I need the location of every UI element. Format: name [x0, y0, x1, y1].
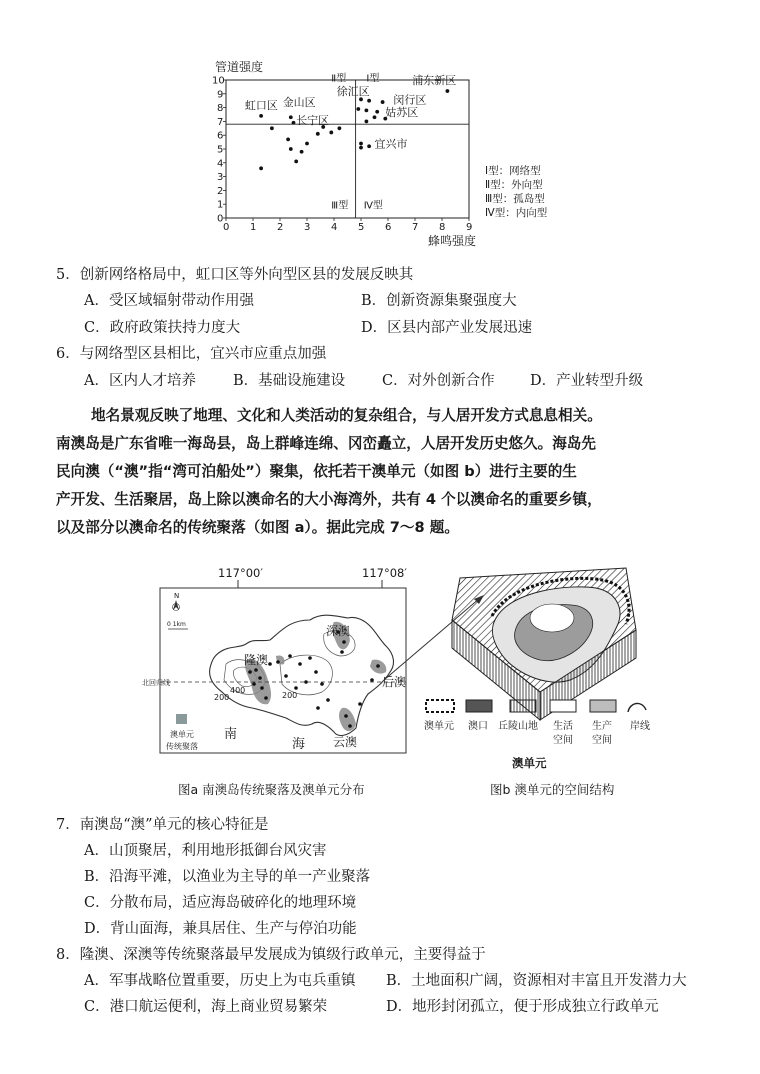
data-point	[289, 147, 293, 151]
legend-settlement-label: 传统聚落	[166, 742, 198, 751]
label-jinshan: 金山区	[282, 96, 316, 110]
passage-line-4: 产开发、生活聚居，岛上除以澳命名的大小海湾外，共有 4 个以澳命名的重要乡镇，	[56, 491, 602, 508]
contour-label-200: 200	[214, 693, 230, 702]
place-houzhai: 后澳	[382, 675, 407, 689]
legend-living-label-2: 空间	[553, 735, 573, 746]
q6-option-a: A．区内人才培养	[84, 373, 196, 389]
quadrant-label-2: Ⅱ型	[331, 73, 347, 85]
svg-text:N: N	[174, 592, 180, 600]
data-point	[292, 121, 296, 125]
x-tick-label: 0	[223, 222, 230, 233]
q7-option-b: B．沿海平滩，以渔业为主导的单一产业聚落	[84, 869, 371, 885]
quadrant-label-1: Ⅰ型	[366, 73, 380, 85]
contour-label-200b: 200	[282, 691, 298, 700]
q6-option-b: B．基础设施建设	[233, 373, 346, 389]
q7-option-a: A．山顶聚居，利用地形抵御台风灾害	[84, 843, 327, 859]
data-point	[365, 108, 369, 112]
y-tick-label: 8	[217, 103, 224, 115]
legend-coastline-label: 岸线	[630, 721, 650, 732]
data-point	[316, 132, 320, 136]
q5-option-d: D．区县内部产业发展迅速	[361, 320, 533, 336]
living-space	[530, 604, 574, 632]
data-point	[259, 114, 263, 118]
q8-stem: 8．隆澳、深澳等传统聚落最早发展成为镇级行政单元，主要得益于	[56, 947, 486, 963]
island-outline	[210, 615, 394, 735]
x-tick-label: 2	[277, 222, 284, 233]
q7-option-d: D．背山面海，兼具居住、生产与停泊功能	[84, 921, 357, 937]
data-point	[305, 142, 309, 146]
place-shenao: 深澳	[326, 624, 351, 638]
data-point	[259, 166, 263, 170]
chart-plot-area	[212, 71, 472, 233]
q7-stem: 7．南澳岛“澳”单元的核心特征是	[56, 817, 269, 833]
svg-text:0 1km: 0 1km	[167, 621, 186, 628]
y-tick-label: 9	[217, 89, 224, 101]
y-tick-label: 1	[217, 199, 224, 211]
q5-option-c: C．政府政策扶持力度大	[84, 320, 241, 336]
data-point	[300, 150, 304, 154]
north-arrow-icon	[173, 592, 180, 611]
legend-unit-label: 澳单元	[170, 730, 194, 739]
legend-type-4: Ⅳ型：内向型	[485, 207, 548, 219]
q5-stem: 5．创新网络格局中，虹口区等外向型区县的发展反映其	[56, 267, 414, 283]
x-tick-label: 5	[358, 222, 365, 233]
quadrant-label-3: Ⅲ型	[331, 200, 349, 212]
q8-option-d: D．地形封闭孤立，便于形成独立行政单元	[386, 999, 659, 1015]
legend-production-swatch	[590, 700, 616, 712]
legend-coastline-swatch	[628, 703, 646, 712]
data-point	[373, 115, 377, 119]
data-point	[270, 126, 274, 130]
label-minhang: 闵行区	[393, 93, 427, 107]
contour-label-400: 400	[230, 686, 246, 695]
label-changning: 长宁区	[296, 114, 330, 128]
legend-living-swatch	[550, 700, 576, 712]
data-point	[294, 160, 298, 164]
sea-label-1: 南	[224, 727, 238, 742]
passage-line-5: 以及部分以澳命名的传统聚落（如图 a）。据此完成 7～8 题。	[56, 519, 459, 536]
y-tick-label: 5	[217, 144, 224, 156]
legend-hill-swatch	[510, 700, 536, 712]
q6-stem: 6．与网络型区县相比，宜兴市应重点加强	[56, 346, 327, 362]
data-point	[367, 144, 371, 148]
x-tick-label: 4	[331, 222, 338, 233]
legend-type-3: Ⅲ型：孤岛型	[485, 193, 545, 205]
y-tick-label: 3	[217, 172, 224, 184]
data-point	[289, 115, 293, 119]
quadrant-label-4: Ⅳ型	[363, 200, 383, 212]
data-point	[365, 120, 369, 124]
passage-line-2: 南澳岛是广东省唯一海岛县，岛上群峰连绵、冈峦矗立，人居开发历史悠久。海岛先	[56, 435, 596, 452]
legend-type-1: Ⅰ型：网络型	[485, 165, 541, 177]
data-point	[381, 100, 385, 104]
place-longao: 隆澳	[244, 653, 269, 667]
legend-unit-swatch	[176, 714, 187, 724]
tropic-label: 北回归线	[142, 679, 170, 687]
x-tick-label: 7	[412, 222, 419, 233]
x-tick-label: 8	[439, 222, 446, 233]
legend-hill-label: 丘陵山地	[498, 721, 538, 732]
data-point	[367, 99, 371, 103]
scale-bar	[167, 621, 188, 629]
legend-ao-unit-swatch	[426, 700, 454, 712]
legend-living-label-1: 生活	[553, 721, 573, 732]
q5-option-b: B．创新资源集聚强度大	[361, 293, 517, 309]
data-point	[338, 126, 342, 130]
data-point	[359, 146, 363, 150]
figure-b-title: 澳单元	[512, 756, 547, 770]
legend-type-2: Ⅱ型：外向型	[485, 179, 543, 191]
y-axis-label: 管道强度	[215, 60, 264, 74]
y-tick-label: 7	[217, 116, 224, 128]
x-axis-label: 蜂鸣强度	[428, 234, 477, 248]
longitude-label-2: 117°08′	[362, 566, 407, 580]
figure-a-caption: 图a 南澳岛传统聚落及澳单元分布	[178, 782, 365, 797]
legend-ao-unit-label: 澳单元	[424, 721, 454, 732]
y-tick-label: 0	[217, 213, 224, 225]
q8-option-b: B．土地面积广阔，资源相对丰富且开发潜力大	[386, 973, 687, 989]
q8-option-c: C．港口航运便利，海上商业贸易繁荣	[84, 999, 328, 1015]
q6-option-d: D．产业转型升级	[530, 373, 644, 389]
q5-option-a: A．受区域辐射带动作用强	[84, 293, 254, 309]
data-point	[375, 110, 379, 114]
scatter-chart	[195, 58, 565, 258]
label-yixing: 宜兴市	[374, 137, 408, 151]
label-pudong: 浦东新区	[412, 74, 457, 88]
legend-harbor-swatch	[466, 700, 492, 712]
label-gusu: 姑苏区	[385, 105, 419, 119]
legend-harbor-label: 澳口	[468, 721, 488, 732]
x-tick-label: 1	[250, 222, 257, 233]
label-hongkou: 虹口区	[244, 98, 278, 112]
sea-label-2: 海	[292, 737, 306, 752]
place-yunao: 云澳	[333, 735, 358, 749]
label-xuhui: 徐汇区	[336, 85, 370, 99]
q6-option-c: C．对外创新合作	[382, 373, 495, 389]
x-tick-label: 9	[466, 222, 473, 233]
figure-b-caption: 图b 澳单元的空间结构	[490, 782, 615, 797]
y-tick-label: 2	[217, 185, 224, 197]
q8-option-a: A．军事战略位置重要，历史上为屯兵重镇	[84, 973, 356, 989]
data-point	[286, 137, 290, 141]
passage-line-1: 地名景观反映了地理、文化和人类活动的复杂组合，与人居开发方式息息相关。	[91, 407, 602, 424]
data-point	[446, 89, 450, 93]
y-tick-label: 4	[217, 158, 224, 170]
longitude-label-1: 117°00′	[218, 566, 263, 580]
x-tick-label: 3	[304, 222, 311, 233]
data-point	[356, 107, 360, 111]
legend-production-label-2: 空间	[592, 735, 612, 746]
x-tick-label: 6	[385, 222, 392, 233]
y-tick-label: 10	[212, 75, 225, 87]
y-tick-label: 6	[217, 130, 224, 142]
legend-production-label-1: 生产	[592, 721, 612, 732]
passage-line-3: 民向澳（“澳”指“湾可泊船处”）聚集，依托若干澳单元（如图 b）进行主要的生	[56, 463, 577, 480]
q7-option-c: C．分散布局，适应海岛破碎化的地理环境	[84, 895, 357, 911]
data-point	[359, 142, 363, 146]
figure-b-block-diagram	[420, 560, 660, 805]
data-point	[329, 131, 333, 135]
